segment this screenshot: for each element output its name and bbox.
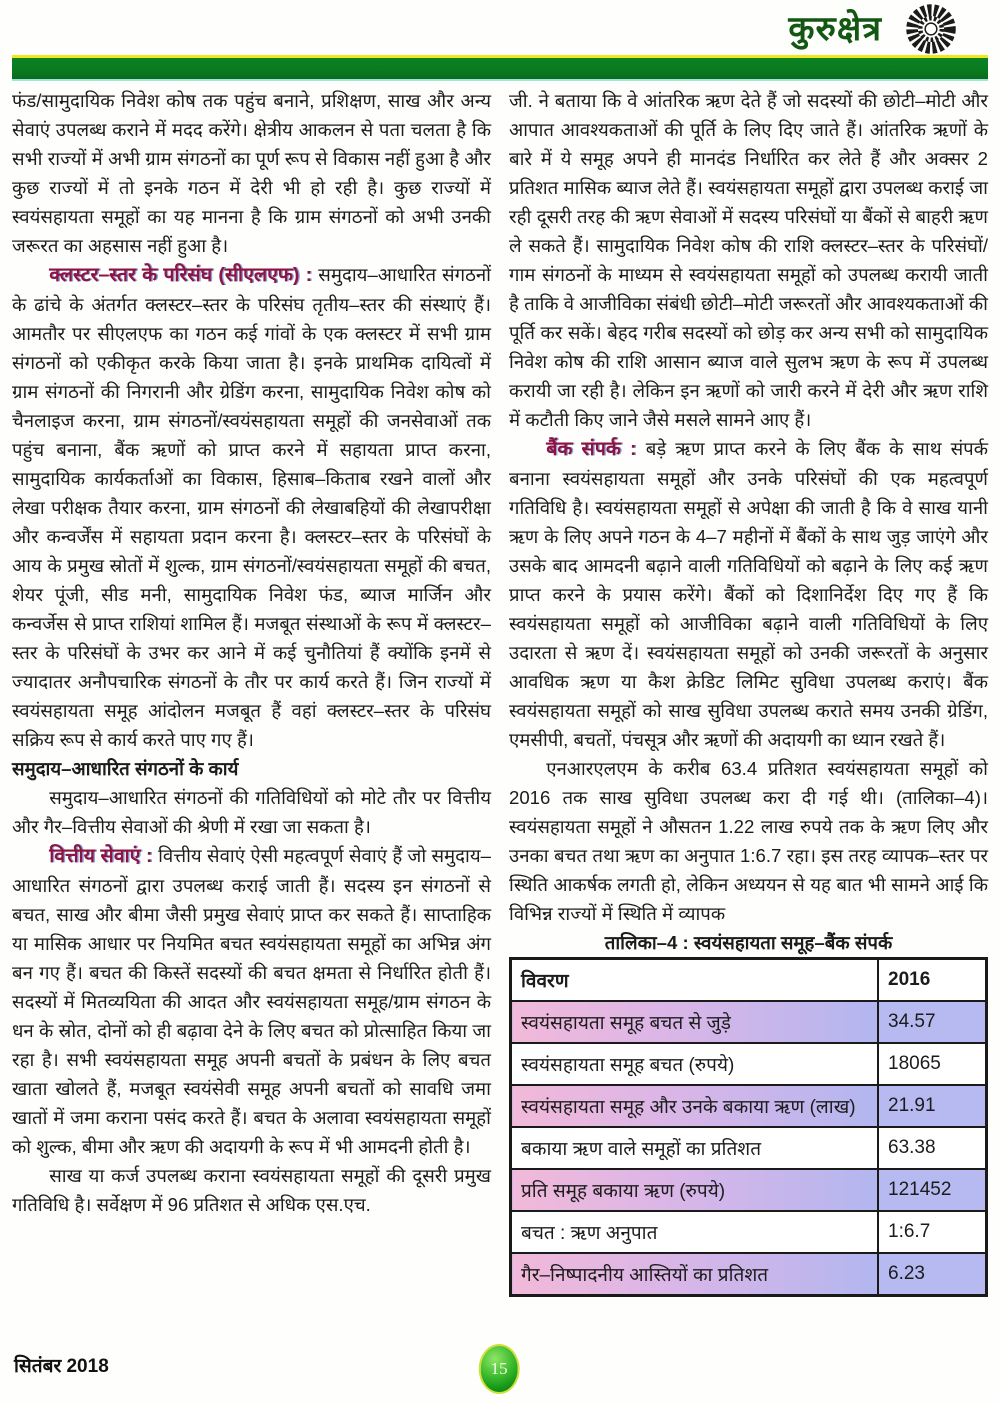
page-number: 15 [490, 1359, 508, 1378]
table-row [511, 1169, 987, 1211]
chakra-wheel-logo-icon [904, 2, 958, 56]
table-row [511, 1211, 987, 1253]
row-value: 63.38 [878, 1127, 987, 1169]
financial-services-runin-heading: वित्तीय सेवाएं : [49, 845, 159, 867]
paragraph: फंड/सामुदायिक निवेश कोष तक पहुंच बनाने, प्रशिक्षण, साख और अन्य सेवाएं उपलब्ध कराने में मदद करेंगे। क्षेत्रीय आकलन से पता चलता है कि सभी राज्यों में अभी ग्राम संगठनों का पूर्ण रूप से विकास नहीं हुआ है और कुछ राज्यों में तो इनके गठन में देरी भी हो रही है। कुछ राज्यों में स्वयंसहायता समूहों का यह मानना है कि ग्राम संगठनों को अभी उनकी जरूरत का अहसास नहीं हुआ है। [12, 90, 491, 256]
table-row [511, 1001, 987, 1043]
row-value: 1:6.7 [878, 1211, 987, 1253]
page-number-badge [479, 1344, 520, 1394]
table-row [511, 1253, 987, 1296]
row-label: स्वयंसहायता समूह और उनके बकाया ऋण (लाख) [511, 1085, 879, 1127]
financial-services-body-text: वित्तीय सेवाएं ऐसी महत्वपूर्ण सेवाएं हैं जो समुदाय–आधारित संगठनों द्वारा उपलब्ध कराई जाती हैं। सदस्य इन संगठनों से बचत, साख और बीमा जैसी प्रमुख सेवाएं प्राप्त कर सकते हैं। साप्ताहिक या मासिक आधार पर नियमित बचत स्वयंसहायता समूहों का अभिन्न अंग बन गए हैं। बचत की किस्तें सदस्यों की बचत क्षमता से निर्धारित होती हैं। सदस्यों में मितव्ययिता की आदत और स्वयंसहायता समूह/ग्राम संगठन के धन के स्रोत, दोनों को ही बढ़ावा देने के लिए बचत को प्रोत्साहित किया जा रहा है। सभी स्वयंसहायता समूह अपनी बचतों के प्रबंधन के लिए बचत खाता खोलते हैं, मजबूत स्वयंसेवी समूह अपनी बचतों को सावधि जमा खातों में जमा कराना पसंद करते हैं। बचत के अलावा स्वयंसहायता समूहों को शुल्क, बीमा और ऋण की अदायगी के रूप में भी आमदनी होती है। [12, 845, 491, 1157]
row-label: बकाया ऋण वाले समूहों का प्रतिशत [511, 1127, 879, 1169]
right-column [509, 86, 988, 1297]
magazine-title: कुरुक्षेत्र [788, 10, 882, 48]
left-column [12, 86, 491, 1297]
paragraph-financial-services [12, 841, 491, 1161]
bank-linkage-body-text: बड़े ऋण प्राप्त करने के लिए बैंक के साथ संपर्क बनाना स्वयंसहायता समूहों और उनके परिसंघों की एक महत्वपूर्ण गतिविधि है। स्वयंसहायता समूहों से अपेक्षा की जाती है कि वे साख यानी ऋण के लिए अपने गठन के 4–7 महीनों में बैंकों के साथ जुड़ जाएंगे और उसके बाद आमदनी बढ़ाने वाली गतिविधियों को बढ़ाने के लिए कई ऋण प्राप्त करने के प्रयास करेंगे। बैंकों को दिशानिर्देश दिए गए हैं कि स्वयंसहायता समूहों को आजीविका बढ़ाने वाली गतिविधियों के लिए उदारता से ऋण दें। स्वयंसहायता समूहों को उनकी जरूरतों के अनुसार आवधिक ऋण या कैश क्रेडिट लिमिट सुविधा उपलब्ध कराएं। बैंक स्वयंसहायता समूहों को साख सुविधा उपलब्ध कराते समय उनकी ग्रेडिंग, एमसीपी, बचतों, पंचसूत्र और ऋणों की अदायगी का ध्यान रखते हैं। [509, 438, 988, 750]
paragraph: समुदाय–आधारित संगठनों की गतिविधियों को मोटे तौर पर वित्तीय और गैर–वित्तीय सेवाओं की श्रेणी में रखा जा सकता है। [12, 787, 491, 837]
table-row [511, 1127, 987, 1169]
paragraph: जी. ने बताया कि वे आंतरिक ऋण देते हैं जो सदस्यों की छोटी–मोटी और आपात आवश्यकताओं की पूर्ति के लिए दिए जाते हैं। आंतरिक ऋणों के बारे में ये समूह अपने ही मानदंड निर्धारित कर लेते हैं और अक्सर 2 प्रतिशत मासिक ब्याज लेते हैं। स्वयंसहायता समूहों द्वारा उपलब्ध कराई जा रही दूसरी तरह की ऋण सेवाओं में सदस्य परिसंघों या बैंकों से बाहरी ऋण ले सकते हैं। सामुदायिक निवेश कोष की राशि क्लस्टर–स्तर के परिसंघों/गाम संगठनों के माध्यम से स्वयंसहायता समूहों को उपलब्ध करायी जाती है ताकि वे आजीविका संबंधी छोटी–मोटी जरूरतों और आवश्यकताओं की पूर्ति कर सकें। बेहद गरीब सदस्यों को छोड़ कर अन्य सभी को सामुदायिक निवेश कोष की राशि आसान ब्याज वाले सुलभ ऋण के रूप में उपलब्ध करायी जा रही है। लेकिन इन ऋणों को जारी करने में देरी और ऋण राशि में कटौती किए जाने जैसे मसले सामने आए हैं। [509, 90, 988, 430]
row-value: 6.23 [878, 1253, 987, 1296]
row-label: प्रति समूह बकाया ऋण (रुपये) [511, 1169, 879, 1211]
shg-bank-linkage-table [509, 957, 988, 1297]
table-header-row [511, 959, 987, 1002]
clf-body-text: समुदाय–आधारित संगठनों के ढांचे के अंतर्गत क्लस्टर–स्तर के परिसंघ तृतीय–स्तर की संस्थाएं हैं। आमतौर पर सीएलएफ का गठन कई गांवों के एक क्लस्टर में सभी ग्राम संगठनों को एकीकृत करके किया जाता है। इनके प्राथमिक दायित्वों में ग्राम संगठनों की निगरानी और ग्रेडिंग करना, सामुदायिक निवेश कोष को चैनलाइज करना, ग्राम संगठनों/स्वयंसहायता समूहों की जनसेवाओं तक पहुंच बनाना, बैंक ऋणों को प्राप्त करने में सहायता प्राप्त करना, सामुदायिक कार्यकर्ताओं का विकास, हिसाब–किताब रखने वालों और लेखा परीक्षक तैयार करना, ग्राम संगठनों की लेखाबहियों की लेखापरीक्षा और कन्वर्जेंस में सहायता प्रदान करना है। क्लस्टर–स्तर के परिसंघों के आय के प्रमुख स्रोतों में शुल्क, ग्राम संगठनों/स्वयंसहायता समूहों की बचत, शेयर पूंजी, सीड मनी, सामुदायिक निवेश फंड, ब्याज मार्जिन और कन्वर्जेस से प्राप्त राशियां शामिल हैं। मजबूत संस्थाओं के रूप में क्लस्टर–स्तर के परिसंघों के उभर कर आने में कई चुनौतियां हैं क्योंकि इनमें से ज्यादातर अनौपचारिक संगठनों के तौर पर कार्य करते हैं। जिन राज्यों में स्वयंसहायता समूह आंदोलन मजबूत हैं वहां क्लस्टर–स्तर के परिसंघ सक्रिय रूप से कार्य करते पाए गए हैं। [12, 264, 492, 750]
column-header-2016: 2016 [878, 959, 987, 1002]
clf-runin-heading: क्लस्टर–स्तर के परिसंघ (सीएलएफ) : [49, 264, 319, 286]
row-label: बचत : ऋण अनुपात [511, 1211, 879, 1253]
masthead [0, 0, 1000, 55]
header-divider-rule [12, 55, 988, 79]
paragraph-clf [12, 260, 491, 754]
row-label: गैर–निष्पादनीय आस्तियों का प्रतिशत [511, 1253, 879, 1296]
article-body [12, 86, 988, 1297]
table-row [511, 1043, 987, 1085]
paragraph-bank-linkage [509, 434, 988, 754]
table-caption: तालिका–4 : स्वयंसहायता समूह–बैंक संपर्क [604, 932, 893, 953]
bank-linkage-runin-heading: बैंक संपर्क : [546, 438, 646, 460]
issue-date: सितंबर 2018 [14, 1356, 109, 1377]
row-value: 34.57 [878, 1001, 987, 1043]
row-value: 18065 [878, 1043, 987, 1085]
row-value: 121452 [878, 1169, 987, 1211]
row-label: स्वयंसहायता समूह बचत (रुपये) [511, 1043, 879, 1085]
row-label: स्वयंसहायता समूह बचत से जुड़े [511, 1001, 879, 1043]
paragraph: एनआरएलएम के करीब 63.4 प्रतिशत स्वयंसहायता समूहों को 2016 तक साख सुविधा उपलब्ध करा दी गई थी। (तालिका–4)। स्वयंसहायता समूहों ने औसतन 1.22 लाख रुपये तक के ऋण लिए और उनका बचत तथा ऋण का अनुपात 1:6.7 रहा। इस तरह व्यापक–स्तर पर स्थिति आकर्षक लगती हो, लेकिन अध्ययन से यह बात भी सामने आई कि विभिन्न राज्यों में स्थिति में व्यापक [509, 758, 988, 924]
row-value: 21.91 [878, 1085, 987, 1127]
paragraph: साख या कर्ज उपलब्ध कराना स्वयंसहायता समूहों की दूसरी प्रमुख गतिविधि है। सर्वेक्षण में 96 प्रतिशत से अधिक एस.एच. [12, 1165, 491, 1215]
table-row [511, 1085, 987, 1127]
section-heading-community-org-functions: समुदाय–आधारित संगठनों के कार्य [12, 758, 239, 779]
column-header-description: विवरण [511, 959, 879, 1002]
